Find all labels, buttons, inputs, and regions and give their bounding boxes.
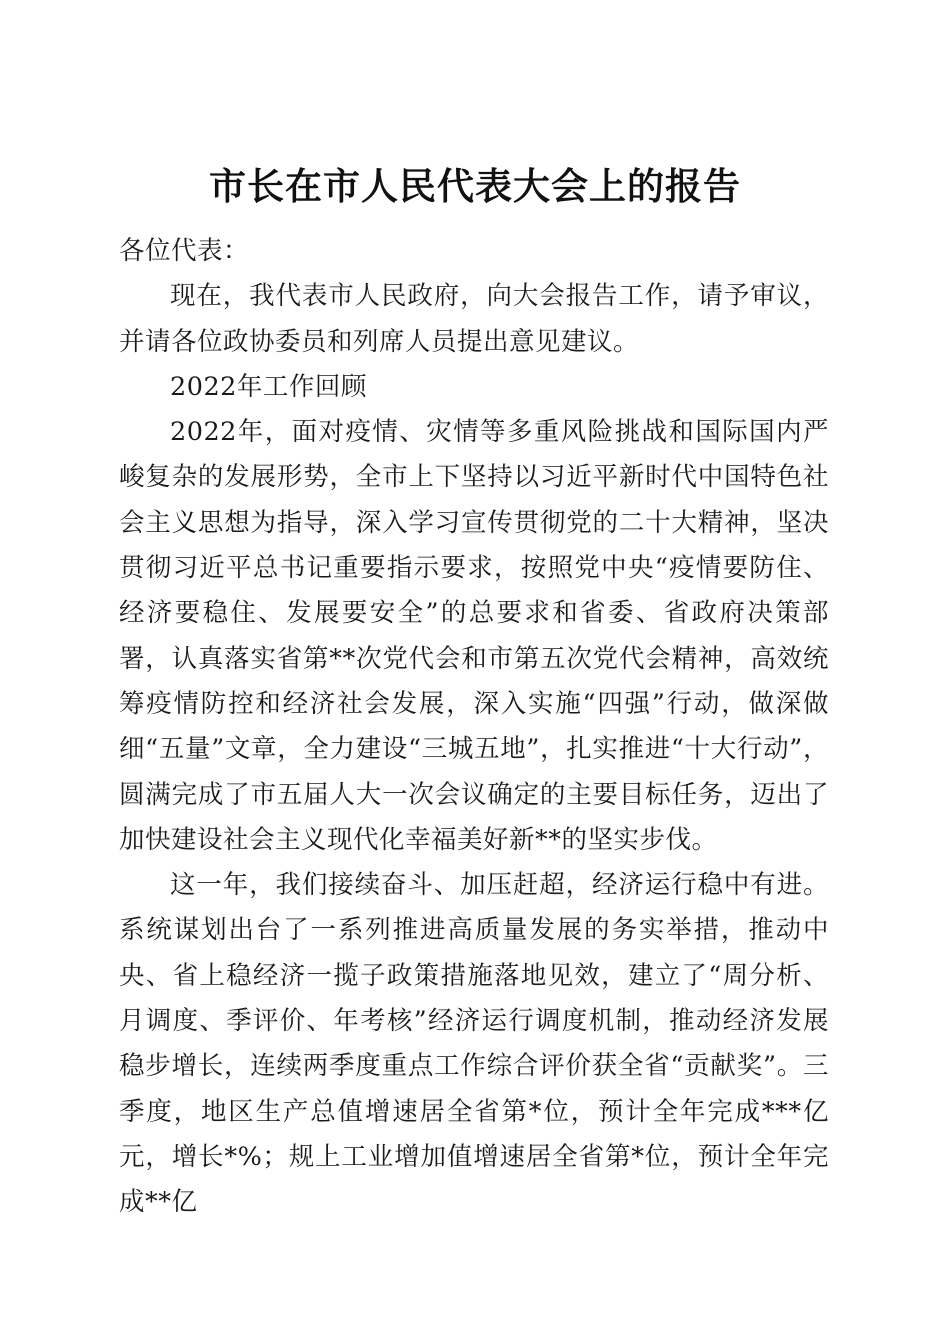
paragraph-opening: 现在，我代表市人民政府，向大会报告工作，请予审议，并请各位政协委员和列席人员提出意见建议。 [119,281,829,357]
document-title: 市长在市人民代表大会上的报告 [209,163,741,208]
paragraph-review: 2022年，面对疫情、灾情等多重风险挑战和国际国内严峻复杂的发展形势，全市上下坚持以习近平新时代中国特色社会主义思想为指导，深入学习宣传贯彻党的二十大精神，坚决贯彻习近平总书记重要指示要求，按照党中央“疫情要防住、经济要稳住、发展要安全”的总要求和省委、省政府决策部署，认真落实省第**次党代会和市第五次党代会精神，高效统筹疫情防控和经济社会发展，深入实施“四强”行动，做深做细“五量”文章，全力建设“三城五地”，扎实推进“十大行动”，圆满完成了市五届人大一次会议确定的主要目标任务，迈出了加快建设社会主义现代化幸福美好新**的坚实步伐。 [119,417,829,855]
document-body [119,229,829,1226]
salutation: 各位代表： [119,236,250,266]
paragraph-economy: 这一年，我们接续奋斗、加压赶超，经济运行稳中有进。系统谋划出台了一系列推进高质量发展的务实举措，推动中央、省上稳经济一揽子政策措施落地见效，建立了“周分析、月调度、季评价、年考核”经济运行调度机制，推动经济发展稳步增长，连续两季度重点工作综合评价获全省“贡献奖”。三季度，地区生产总值增速居全省第*位，预计全年完成***亿元，增长*%；规上工业增加值增速居全省第*位，预计全年完成**亿 [119,870,829,1218]
section-heading: 2022年工作回顾 [170,371,367,402]
